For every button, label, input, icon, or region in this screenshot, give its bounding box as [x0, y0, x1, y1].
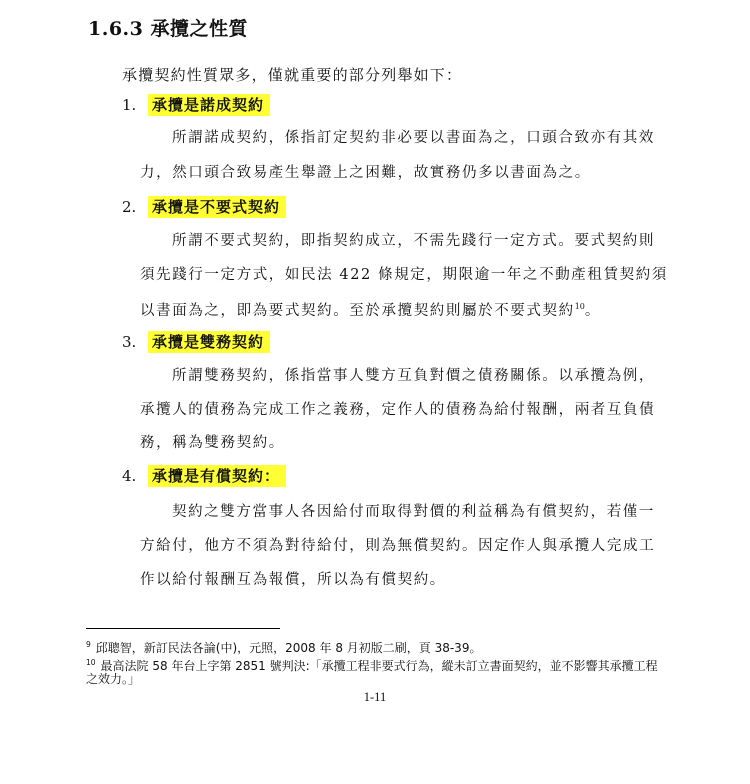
paragraph-line: 所謂不要式契約，即指契約成立，不需先踐行一定方式。要式契約則 [172, 233, 655, 249]
paragraph-line: 所謂諾成契約，係指訂定契約非必要以書面為之，口頭合致亦有其效 [172, 130, 655, 146]
intro-paragraph: 承攬契約性質眾多，僅就重要的部分列舉如下： [122, 66, 463, 84]
list-item-title: 承攬是雙務契約 [148, 331, 270, 353]
list-item-title: 承攬是有償契約： [148, 465, 286, 487]
footnote-10 [86, 654, 658, 675]
paragraph-line: 力，然口頭合致易產生舉證上之困難，故實務仍多以書面為之。 [140, 165, 591, 181]
paragraph-line: 契約之雙方當事人各因給付而取得對價的利益稱為有償契約，若僅一 [172, 504, 655, 520]
footnote-text: 邱聰智，新訂民法各論(中)，元照，2008 年 8 月初版二刷，頁 38-39。 [95, 641, 482, 655]
list-item-heading-4 [122, 465, 286, 487]
section-heading: 1.6.3 承攬之性質 [88, 18, 249, 40]
paragraph-text: 以書面為之，即為要式契約。至於承攬契約則屬於不要式契約 [140, 302, 575, 319]
page-number: 1-11 [363, 690, 387, 704]
list-item-number: 1. [122, 96, 137, 114]
list-item-title: 承攬是不要式契約 [148, 196, 286, 218]
list-item-number: 4. [122, 467, 137, 485]
list-item-heading-1 [122, 94, 270, 116]
paragraph-line: 作以給付報酬互為報償，所以為有償契約。 [140, 572, 446, 588]
list-item-number: 3. [122, 333, 137, 351]
footnote-mark: 10 [86, 658, 96, 667]
list-item-heading-2 [122, 196, 286, 218]
footnote-text: 最高法院 58 年台上字第 2851 號判決:「承攬工程非要式行為，縱未訂立書面契約，並不影響其承攬工程 [100, 659, 658, 673]
footnote-separator [86, 628, 280, 629]
paragraph-text-end: 。 [584, 302, 601, 319]
footnote-ref: 10 [574, 302, 585, 311]
list-item-title: 承攬是諾成契約 [148, 94, 270, 116]
list-item-number: 2. [122, 198, 137, 216]
paragraph-line: 須先踐行一定方式，如民法 422 條規定，期限逾一年之不動產租賃契約須 [140, 267, 668, 283]
paragraph-line: 務，稱為雙務契約。 [140, 435, 285, 451]
list-item-heading-3 [122, 331, 270, 353]
paragraph-line: 方給付，他方不須為對待給付，則為無償契約。因定作人與承攬人完成工 [140, 538, 656, 554]
footnote-10-continuation: 之效力。」 [86, 672, 141, 686]
paragraph-line [140, 296, 601, 322]
paragraph-line: 承攬人的債務為完成工作之義務，定作人的債務為給付報酬，兩者互負債 [140, 402, 656, 418]
footnote-mark: 9 [86, 640, 91, 649]
paragraph-line: 所謂雙務契約，係指當事人雙方互負對價之債務關係。以承攬為例， [172, 368, 655, 384]
